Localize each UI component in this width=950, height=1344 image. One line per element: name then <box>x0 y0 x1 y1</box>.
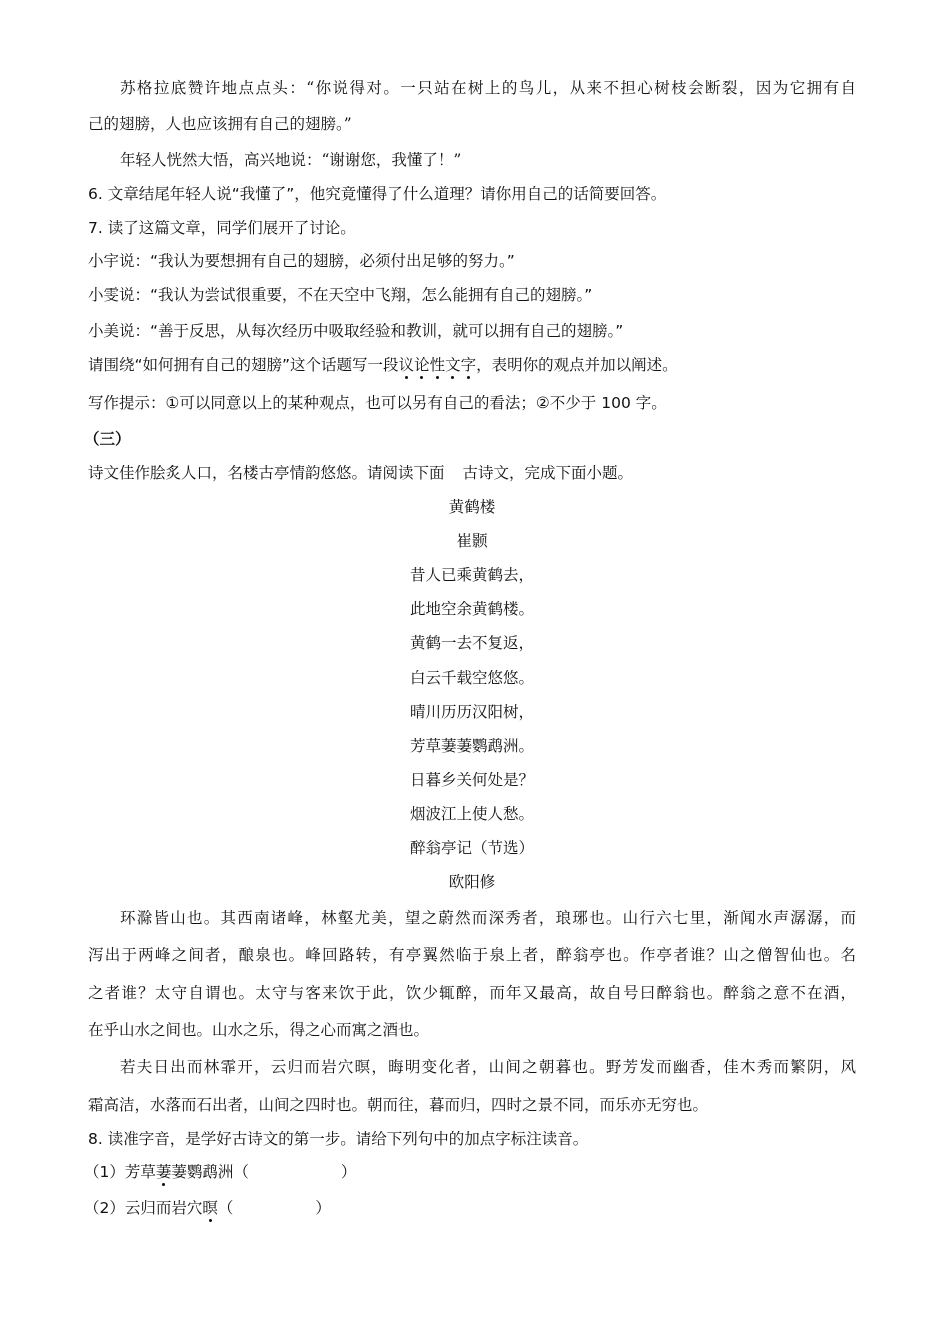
item-text: ） <box>340 1163 357 1181</box>
item-text: 芳草 <box>124 1163 156 1181</box>
dotted-char: 性 <box>429 356 446 374</box>
dotted-char: 字 <box>460 356 477 374</box>
opinion-xiaowen: 小雯说：“我认为尝试很重要，不在天空中飞翔，怎么能拥有自己的翅膀。” <box>88 286 593 304</box>
dotted-char: 萋 <box>155 1163 172 1181</box>
writing-tips: 写作提示：①可以同意以上的某种观点，也可以另有自己的看法；②不少于 100 字。 <box>88 394 667 412</box>
question-8-item-2 <box>84 1197 331 1219</box>
section-intro <box>88 462 633 484</box>
prose-line: 若夫日出而林霏开，云归而岩穴暝，晦明变化者，山间之朝暮也。野芳发而幽香，佳木秀而繁阴，风 <box>120 1058 856 1076</box>
item-text: ） <box>315 1199 331 1217</box>
opinion-xiaomei: 小美说：“善于反思，从每次经历中吸取经验和教训，就可以拥有自己的翅膀。” <box>88 322 624 340</box>
question-7-intro: 7. 读了这篇文章，同学们展开了讨论。 <box>88 219 356 237</box>
dotted-char: 议 <box>398 356 415 374</box>
dotted-char: 文 <box>445 356 461 374</box>
item-text: （ <box>217 1199 234 1217</box>
dialogue-line: 年轻人恍然大悟，高兴地说：“谢谢您，我懂了！” <box>120 151 462 169</box>
section-intro-part: 古诗文，完成下面小题。 <box>462 464 634 482</box>
poem-line: 晴川历历汉阳树， <box>409 703 534 721</box>
item-text: 云归而岩穴 <box>124 1199 203 1217</box>
poem-line: 日暮乡关何处是？ <box>409 771 534 789</box>
item-number: （2） <box>84 1199 125 1217</box>
question-6: 6. 文章结尾年轻人说“我懂了”，他究竟懂得了什么道理？请你用自己的话简要回答。 <box>88 185 667 203</box>
dotted-char: 暝 <box>202 1199 218 1217</box>
dialogue-line: 苏格拉底赞许地点点头：“你说得对。一只站在树上的鸟儿，从来不担心树枝会断裂，因为它拥有自 <box>120 79 856 97</box>
question-8-item-1 <box>84 1161 356 1183</box>
question-7-task <box>88 354 678 376</box>
prose-line: 泻出于两峰之间者，酿泉也。峰回路转，有亭翼然临于泉上者，醉翁亭也。作亭者谁？山之僧智仙也。名 <box>88 946 856 964</box>
section-heading: （三） <box>84 430 131 448</box>
dotted-char: 论 <box>414 356 430 374</box>
poem-line: 黄鹤一去不复返， <box>409 634 534 652</box>
task-text: ，表明你的观点并加以阐述。 <box>476 356 678 374</box>
opinion-xiaoyu: 小宇说：“我认为要想拥有自己的翅膀，必须付出足够的努力。” <box>88 252 515 270</box>
poem-line: 此地空余黄鹤楼。 <box>409 600 534 618</box>
prose-line: 霜高洁，水落而石出者，山间之四时也。朝而往，暮而归，四时之景不同，而乐亦无穷也。 <box>88 1096 709 1114</box>
item-number: （1） <box>84 1163 125 1181</box>
task-text: 请围绕“如何拥有自己的翅膀”这个话题写一段 <box>88 356 399 374</box>
prose-line: 之者谁？太守自谓也。太守与客来饮于此，饮少辄醉，而年又最高，故自号曰醉翁也。醉翁之意不在酒， <box>88 984 856 1002</box>
question-8-intro: 8. 读准字音，是学好古诗文的第一步。请给下列句中的加点字标注读音。 <box>88 1130 589 1148</box>
poem-line: 烟波江上使人愁。 <box>409 805 534 823</box>
poem-line: 白云千载空悠悠。 <box>409 669 534 687</box>
poem-author: 崔颢 <box>456 532 488 550</box>
item-text: 萋鹦鹉洲（ <box>171 1163 249 1181</box>
poem-line: 芳草萋萋鹦鹉洲。 <box>409 737 534 755</box>
dialogue-line: 己的翅膀，人也应该拥有自己的翅膀。” <box>88 115 352 133</box>
prose-title: 醉翁亭记（节选） <box>409 839 534 857</box>
poem-line: 昔人已乘黄鹤去， <box>409 566 534 584</box>
prose-author: 欧阳修 <box>448 873 496 891</box>
prose-line: 在乎山水之间也。山水之乐，得之心而寓之酒也。 <box>88 1021 430 1039</box>
section-intro-part: 诗文佳作脍炙人口，名楼古亭情韵悠悠。请阅读下面 <box>88 464 445 482</box>
poem-title: 黄鹤楼 <box>448 498 496 516</box>
prose-line: 环滁皆山也。其西南诸峰，林壑尤美，望之蔚然而深秀者，琅琊也。山行六七里，渐闻水声潺潺，而 <box>120 909 856 927</box>
